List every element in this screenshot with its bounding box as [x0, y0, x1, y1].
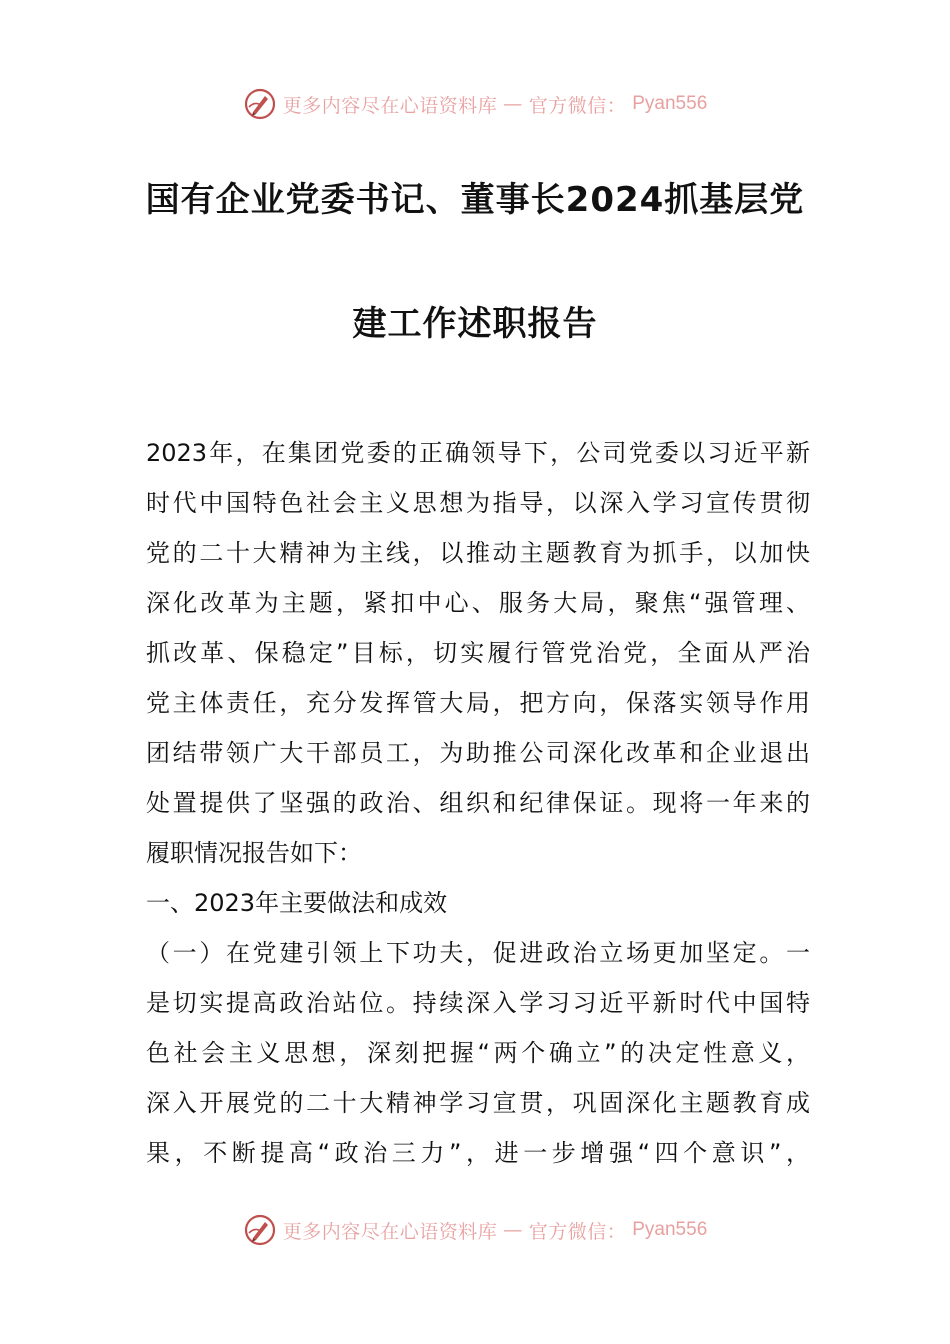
document-title-line-2: 建工作述职报告 [352, 304, 598, 344]
header-watermark [0, 86, 950, 122]
body-line: 处置提供了坚强的政治、组织和纪律保证。现将一年来的 [146, 789, 810, 817]
body-line: 2023年，在集团党委的正确领导下，公司党委以习近平新 [146, 439, 810, 467]
watermark-dash: — [503, 93, 523, 115]
section-heading: 一、2023年主要做法和成效 [146, 889, 448, 917]
body-line: （一）在党建引领上下功夫，促进政治立场更加坚定。一 [146, 939, 810, 967]
watermark-wechat-id: Pyan556 [632, 1219, 708, 1240]
report-body [146, 428, 810, 1178]
watermark-wechat-label: 官方微信： [528, 94, 627, 117]
watermark-site-text: 更多内容尽在心语资料库 [282, 94, 498, 117]
pen-icon [243, 87, 277, 121]
watermark-dash: — [503, 1219, 523, 1241]
footer-watermark [0, 1212, 950, 1248]
body-line: 党的二十大精神为主线，以推动主题教育为抓手，以加快 [146, 539, 810, 567]
watermark-site-text: 更多内容尽在心语资料库 [282, 1220, 498, 1243]
body-line: 深化改革为主题，紧扣中心、服务大局，聚焦“强管理、 [146, 589, 810, 617]
body-line: 深入开展党的二十大精神学习宣贯，巩固深化主题教育成 [146, 1089, 810, 1117]
body-line: 是切实提高政治站位。持续深入学习习近平新时代中国特 [146, 989, 810, 1017]
body-line: 时代中国特色社会主义思想为指导，以深入学习宣传贯彻 [146, 489, 810, 517]
body-line: 果，不断提高“政治三力”，进一步增强“四个意识”， [146, 1139, 810, 1167]
body-line: 党主体责任，充分发挥管大局，把方向，保落实领导作用 [146, 689, 810, 717]
watermark-wechat-id: Pyan556 [632, 93, 708, 114]
document-title-line-1: 国有企业党委书记、董事长2024抓基层党 [145, 180, 805, 220]
body-line: 团结带领广大干部员工，为助推公司深化改革和企业退出 [146, 739, 810, 767]
pen-icon [243, 1213, 277, 1247]
body-line: 色社会主义思想，深刻把握“两个确立”的决定性意义， [146, 1039, 810, 1067]
body-line: 履职情况报告如下： [146, 839, 362, 867]
body-line: 抓改革、保稳定”目标，切实履行管党治党，全面从严治 [146, 639, 810, 667]
watermark-wechat-label: 官方微信： [528, 1220, 627, 1243]
